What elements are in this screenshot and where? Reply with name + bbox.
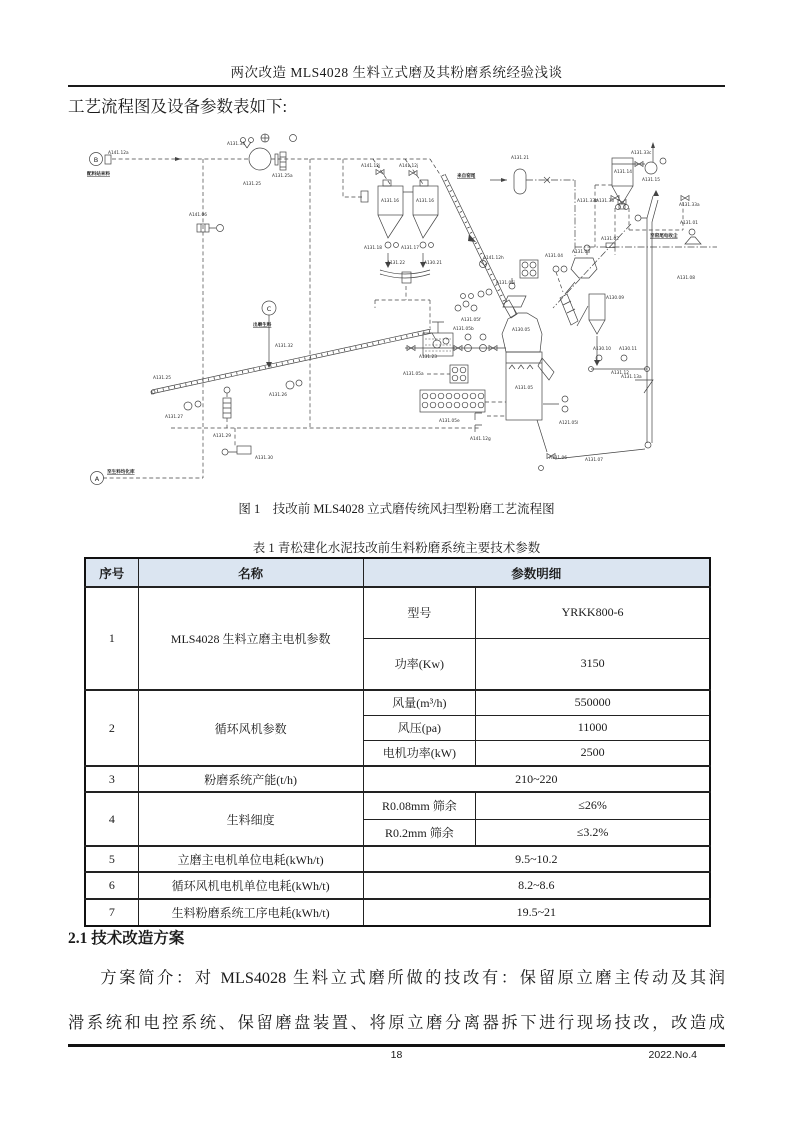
instrument-circle xyxy=(455,305,461,311)
diagram-label: 配料站来料 xyxy=(87,172,110,177)
diagram-label: A131.22 xyxy=(387,261,405,266)
table-cell: 立磨主电机单位电耗(kWh/t) xyxy=(138,846,363,872)
instrument-circle xyxy=(195,401,201,407)
instrument-circle xyxy=(486,289,492,295)
dashed-pipes xyxy=(103,159,683,478)
diagram-label: A131.33b xyxy=(577,199,598,204)
issue-number: 2022.No.4 xyxy=(648,1049,697,1061)
footer-rule xyxy=(68,1044,725,1047)
diagram-label: A130.05 xyxy=(512,328,530,333)
process-flow-diagram xyxy=(75,128,725,496)
instrument-circle xyxy=(478,291,484,297)
instrument-circle xyxy=(452,375,458,381)
instrument-circle xyxy=(621,355,627,361)
instrument-circle xyxy=(394,243,399,248)
instrument-circle xyxy=(446,402,452,408)
diagram-label: A130.11 xyxy=(619,347,637,352)
instrument-circle xyxy=(539,466,544,471)
diagram-label: A131.03 xyxy=(572,250,590,255)
table-cell: 风量(m³/h) xyxy=(363,690,476,715)
instrument-circle xyxy=(562,406,568,412)
table-header-row xyxy=(85,558,710,587)
water-tank xyxy=(423,333,453,356)
table-cell: ≤26% xyxy=(476,792,710,819)
table-cell: 6 xyxy=(85,872,138,899)
diagram-label: A131.34 xyxy=(227,142,245,147)
table-cell: 风压(pa) xyxy=(363,715,476,740)
table-cell: 7 xyxy=(85,899,138,926)
instrument-circle xyxy=(385,242,391,248)
diagram-label: A131.27 xyxy=(165,415,183,420)
instrument-circle xyxy=(530,262,536,268)
table-cell: 8.2~8.6 xyxy=(363,872,710,899)
table-cell: 4 xyxy=(85,792,138,846)
instrument-circle xyxy=(689,229,695,235)
diagram-label: A131.05f xyxy=(461,318,481,323)
diagram-label: A131.33 xyxy=(596,199,614,204)
table-cell: YRKK800-6 xyxy=(476,587,710,638)
diagram-label: A131.13a xyxy=(621,375,642,380)
diagram-node-letter: A xyxy=(94,475,100,483)
body-paragraph xyxy=(68,956,725,1046)
diagram-label: A131.05e xyxy=(439,419,460,424)
instrument-circle xyxy=(471,305,477,311)
diagram-label: A131.08 xyxy=(677,276,695,281)
instrument-circle xyxy=(420,242,426,248)
table-cell: 11000 xyxy=(476,715,710,740)
col-header-index: 序号 xyxy=(85,558,138,587)
diagram-label: A131.25 xyxy=(153,376,171,381)
table-cell: 循环风机电机单位电耗(kWh/t) xyxy=(138,872,363,899)
instrument-circle xyxy=(562,396,568,402)
diagram-label: A141.06 xyxy=(189,213,207,218)
separator-unit xyxy=(560,258,653,393)
diagram-label: A131.04 xyxy=(545,254,563,259)
table-cell: 循环风机参数 xyxy=(138,690,363,766)
diagram-label: A131.05a xyxy=(403,372,424,377)
figure-caption: 图 1 技改前 MLS4028 立式磨传统风扫型粉磨工艺流程图 xyxy=(238,502,555,516)
table-row xyxy=(85,846,710,872)
diagram-label: A131.25a xyxy=(272,174,293,179)
diagram-label: A131.16 xyxy=(416,199,434,204)
instrument-circle xyxy=(454,393,460,399)
table-row xyxy=(85,587,710,638)
diagram-label: A141.12a xyxy=(108,151,129,156)
instrument-circle xyxy=(224,387,230,393)
instrument-circle xyxy=(430,402,436,408)
diagram-label: A141.12j xyxy=(361,164,381,169)
instrument-circle xyxy=(460,375,466,381)
diagram-label: A131.33c xyxy=(631,151,652,156)
table-cell: 2500 xyxy=(476,740,710,766)
diagram-label: 至生料均化库 xyxy=(107,470,135,475)
diagram-label: A131.05 xyxy=(515,386,533,391)
instrument-circle xyxy=(462,393,468,399)
instrument-circle xyxy=(470,393,476,399)
diagram-label: A131.33a xyxy=(679,203,700,208)
instrument-circle xyxy=(430,393,436,399)
instrument-circle xyxy=(217,225,224,232)
hot-gas-vessel xyxy=(514,169,526,194)
instrument-circle xyxy=(446,393,452,399)
instrument-circle xyxy=(462,402,468,408)
instrument-circle xyxy=(624,205,629,210)
diagram-label: A131.01 xyxy=(680,221,698,226)
table-cell: MLS4028 生料立磨主电机参数 xyxy=(138,587,363,690)
table-cell: 19.5~21 xyxy=(363,899,710,926)
diagram-label: A141.12j xyxy=(399,164,419,169)
flow-diagram-svg xyxy=(75,128,725,496)
instrument-circle xyxy=(438,393,444,399)
diagram-label: A141.12g xyxy=(470,437,491,442)
valve-icon xyxy=(376,170,384,175)
diagram-label: 来自窑尾 xyxy=(457,174,476,179)
valve-icon xyxy=(681,196,689,201)
instrument-circle xyxy=(660,158,666,164)
table-row xyxy=(85,872,710,899)
table-cell: 550000 xyxy=(476,690,710,715)
instrument-circle xyxy=(470,402,476,408)
instrument-circle xyxy=(478,393,484,399)
section-heading: 2.1 技术改造方案 xyxy=(68,930,185,947)
diagram-label: A131.26 xyxy=(269,393,287,398)
diagram-label: A131.32 xyxy=(275,344,293,349)
diagram-label: A131.23 xyxy=(419,355,437,360)
table-cell: R0.08mm 筛余 xyxy=(363,792,476,819)
belt-conveyor xyxy=(151,329,432,394)
instrument-circle xyxy=(438,402,444,408)
diagram-label: A141.12h xyxy=(483,256,504,261)
diagram-label: A131.12 xyxy=(611,371,629,376)
table-cell: 电机功率(kW) xyxy=(363,740,476,766)
diagram-label: A131.14 xyxy=(614,170,632,175)
table-row xyxy=(85,792,710,819)
cyclone-pair xyxy=(361,180,438,283)
diagram-label: A130.10 xyxy=(593,347,611,352)
instrument-circle xyxy=(290,135,297,142)
instrument-circle xyxy=(422,393,428,399)
table-row xyxy=(85,766,710,792)
diagram-label: A131.29 xyxy=(213,434,231,439)
table-body xyxy=(85,587,710,926)
paragraph-line: 滑系统和电控系统、保留磨盘装置、将原立磨分离器拆下进行现场技改，改造成 xyxy=(68,1014,725,1032)
instrument-circle xyxy=(429,243,434,248)
instrument-circle xyxy=(522,262,528,268)
diagram-node-letter: B xyxy=(93,156,99,164)
instrument-circle xyxy=(454,402,460,408)
instrument-symbols xyxy=(90,134,696,485)
table-cell: 功率(Kw) xyxy=(363,638,476,690)
table-row xyxy=(85,690,710,715)
instrument-circle xyxy=(469,294,474,299)
table-cell: 210~220 xyxy=(363,766,710,792)
instrument-circle xyxy=(616,205,621,210)
paragraph-line: 方案简介：对 MLS4028 生料立式磨所做的技改有：保留原立磨主传动及其润 xyxy=(100,969,725,987)
instrument-circle xyxy=(478,402,484,408)
instrument-circle xyxy=(522,270,528,276)
table-cell: 生料粉磨系统工序电耗(kWh/t) xyxy=(138,899,363,926)
diagram-labels xyxy=(87,141,700,483)
instrument-circle xyxy=(249,138,254,143)
instrument-circle xyxy=(530,270,536,276)
diagram-label: A131.15 xyxy=(642,178,660,183)
diagram-label: A131.05b xyxy=(453,327,474,332)
diagram-label: A121.05l xyxy=(559,421,579,426)
table-cell: ≤3.2% xyxy=(476,819,710,846)
diagram-label: A131.21 xyxy=(511,156,529,161)
col-header-params: 参数明细 xyxy=(363,558,710,587)
instrument-circle xyxy=(184,402,192,410)
instrument-circle xyxy=(249,148,271,170)
header-rule xyxy=(68,85,725,87)
lead-sentence: 工艺流程图及设备参数表如下: xyxy=(68,97,288,116)
table-cell: 3150 xyxy=(476,638,710,690)
valve-icon xyxy=(409,171,417,176)
diagram-label: A131.30 xyxy=(255,456,273,461)
diagram-node-letter: C xyxy=(266,305,272,313)
table-cell: 粉磨系统产能(t/h) xyxy=(138,766,363,792)
diagram-label: A130.21 xyxy=(424,261,442,266)
instrument-circle xyxy=(286,381,294,389)
instrument-circle xyxy=(461,294,466,299)
col-header-name: 名称 xyxy=(138,558,363,587)
table-cell: R0.2mm 筛余 xyxy=(363,819,476,846)
diagram-label: A131.16 xyxy=(381,199,399,204)
diagram-label: A131.17 xyxy=(401,246,419,251)
diagram-label: 出磨生料 xyxy=(253,323,272,328)
diagram-label: A131.18 xyxy=(364,246,382,251)
diagram-label: A131.02 xyxy=(601,237,619,242)
diagram-label: A131.06 xyxy=(549,456,567,461)
instrument-circle xyxy=(480,334,486,340)
diagram-label: A131.05i xyxy=(496,281,516,286)
instrument-circle xyxy=(561,266,567,272)
parameters-table xyxy=(84,557,711,927)
instrument-circle xyxy=(296,380,302,386)
table-cell: 1 xyxy=(85,587,138,690)
instrument-circle xyxy=(460,367,466,373)
instrument-circle xyxy=(422,402,428,408)
table-cell: 2 xyxy=(85,690,138,766)
instrument-circle xyxy=(433,340,441,348)
table-cell: 3 xyxy=(85,766,138,792)
table-cell: 9.5~10.2 xyxy=(363,846,710,872)
diagram-label: A131.25 xyxy=(243,182,261,187)
page-number: 18 xyxy=(390,1049,403,1061)
instrument-circle xyxy=(463,301,469,307)
instrument-circle xyxy=(645,162,657,174)
instrument-circle xyxy=(645,442,651,448)
hatch-boxes xyxy=(105,152,482,454)
instrument-circle xyxy=(635,215,641,221)
diagram-label: A130.09 xyxy=(606,296,624,301)
diagram-label: A131.07 xyxy=(585,458,603,463)
table-cell: 型号 xyxy=(363,587,476,638)
instrument-circle xyxy=(553,266,559,272)
table-row xyxy=(85,899,710,926)
roller-grids xyxy=(420,365,485,412)
page-header-title: 两次改造 MLS4028 生料立式磨及其粉磨系统经验浅谈 xyxy=(230,65,563,80)
instrument-circle xyxy=(465,334,471,340)
stockpile-symbol xyxy=(685,237,701,244)
table-cell: 生料细度 xyxy=(138,792,363,846)
instrument-circle xyxy=(222,449,228,455)
table-cell: 5 xyxy=(85,846,138,872)
instrument-circle xyxy=(452,367,458,373)
table-caption: 表 1 青松建化水泥技改前生料粉磨系统主要技术参数 xyxy=(252,541,541,555)
diagram-label: 至窑尾电收尘 xyxy=(650,234,678,239)
